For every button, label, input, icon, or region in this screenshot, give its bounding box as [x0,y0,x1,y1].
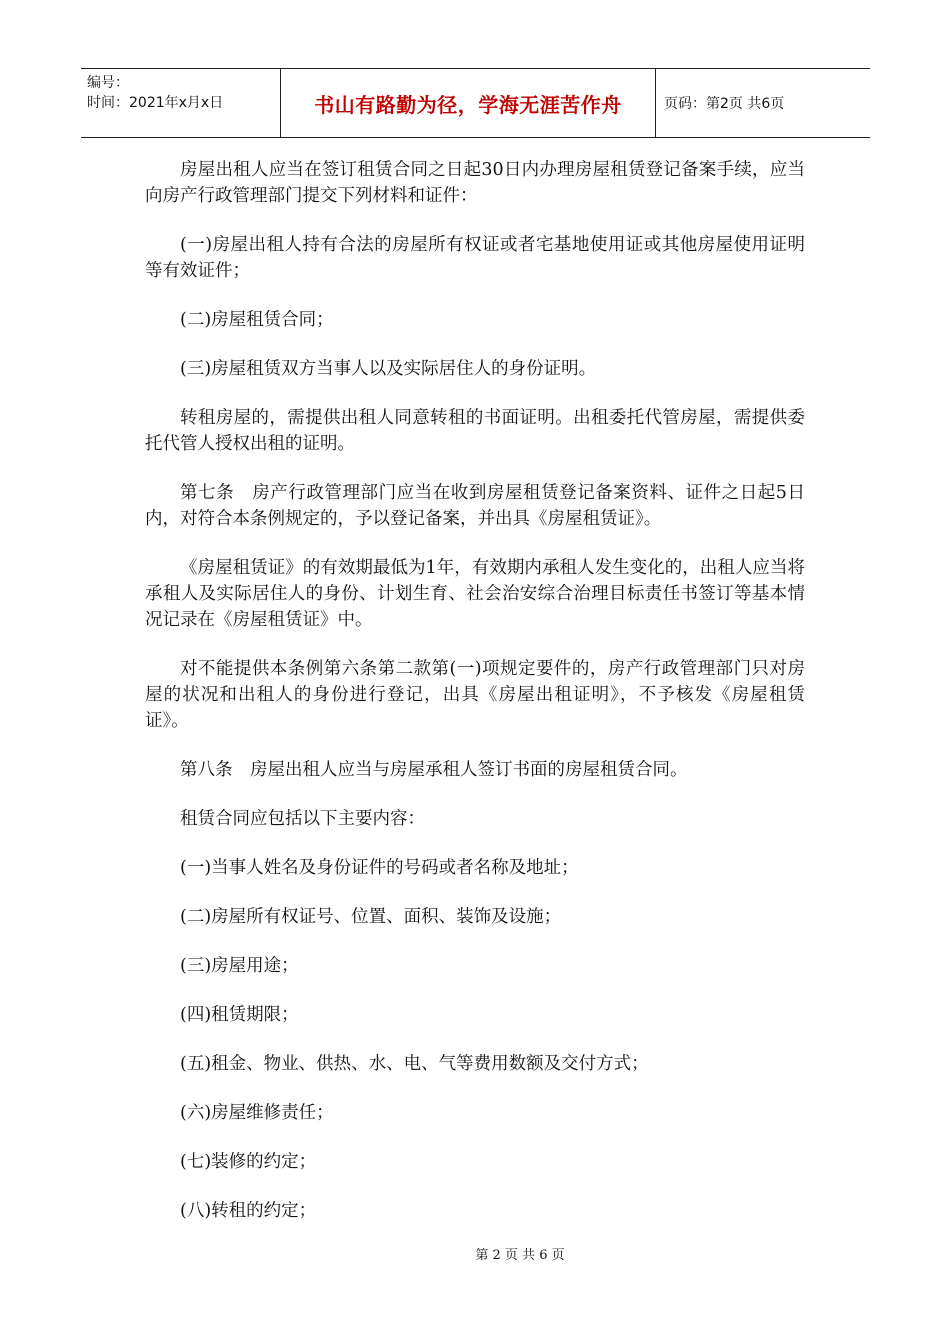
header-table [81,68,870,138]
paragraph: (二)房屋租赁合同； [180,310,334,330]
serial-number-label: 编号： [87,75,129,91]
paragraph: (三)房屋租赁双方当事人以及实际居住人的身份证明。 [180,359,597,379]
paragraph: (二)房屋所有权证号、位置、面积、装饰及设施； [180,907,562,927]
paragraph: (八)转租的约定； [180,1201,317,1221]
paragraph: 房屋出租人应当在签订租赁合同之日起30日内办理房屋租赁登记备案手续，应当向房产行政管理部门提交下列材料和证件： [145,160,805,206]
footer-page-number: 第 2 页 共 6 页 [475,1248,565,1263]
paragraph: 对不能提供本条例第六条第二款第(一)项规定要件的，房产行政管理部门只对房屋的状况和出租人的身份进行登记，出具《房屋出租证明》，不予核发《房屋租赁证》。 [145,659,805,731]
paragraph: 第八条 房屋出租人应当与房屋承租人签订书面的房屋租赁合同。 [180,760,688,780]
paragraph: 《房屋租赁证》的有效期最低为1年，有效期内承租人发生变化的，出租人应当将承租人及实际居住人的身份、计划生育、社会治安综合治理目标责任书签订等基本情况记录在《房屋租赁证》中。 [145,558,805,630]
paragraph: 租赁合同应包括以下主要内容： [180,809,425,829]
paragraph: (六)房屋维修责任； [180,1103,334,1123]
header-meta-cell [81,69,281,137]
paragraph: (五)租金、物业、供热、水、电、气等费用数额及交付方式； [180,1054,649,1074]
paragraph: 第七条 房产行政管理部门应当在收到房屋租赁登记备案资料、证件之日起5日内，对符合本条例规定的，予以登记备案，并出具《房屋租赁证》。 [145,483,805,529]
paragraph: (七)装修的约定； [180,1152,317,1172]
paragraph: (四)租赁期限； [180,1005,299,1025]
document-body [145,157,805,1247]
date-label: 时间：2021年x月x日 [87,95,224,111]
page-info-label: 页码：第2页 共6页 [664,96,785,112]
paragraph: (一)当事人姓名及身份证件的号码或者名称及地址； [180,858,579,878]
paragraph: (一)房屋出租人持有合法的房屋所有权证或者宅基地使用证或其他房屋使用证明等有效证件； [145,235,805,281]
paragraph: (三)房屋用途； [180,956,299,976]
paragraph: 转租房屋的，需提供出租人同意转租的书面证明。出租委托代管房屋，需提供委托代管人授权出租的证明。 [145,408,805,454]
motto-text: 书山有路勤为径，学海无涯苦作舟 [281,69,656,137]
